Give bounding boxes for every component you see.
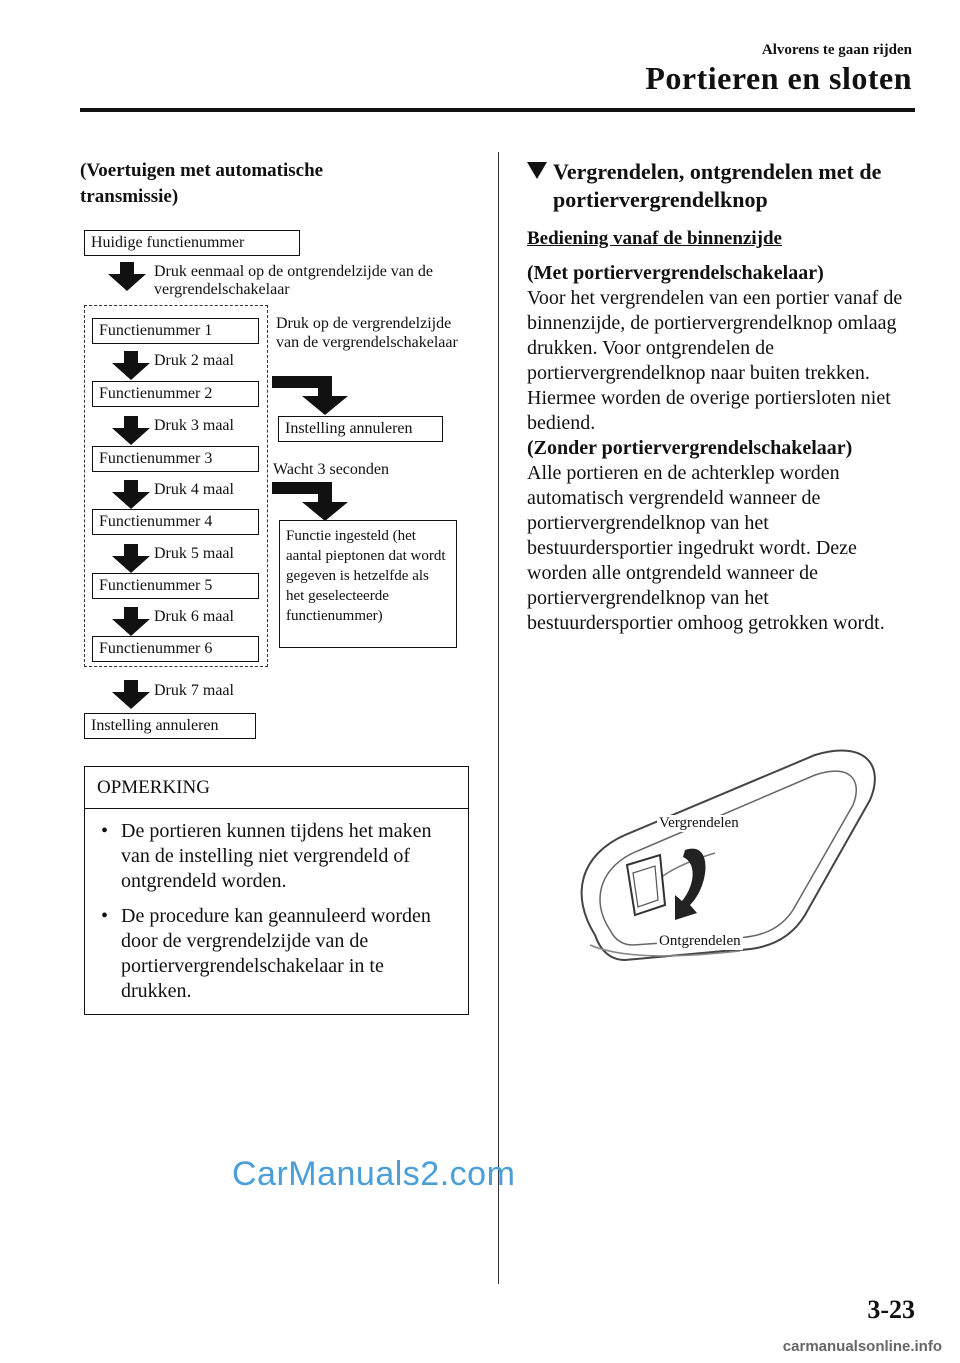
cancel-box-right: Instelling annuleren bbox=[278, 416, 443, 442]
step-press-once: Druk eenmaal op de ontgrendelzijde van de vergrendelschakelaar bbox=[154, 263, 433, 298]
footer-watermark: carmanualsonline.info bbox=[782, 1338, 942, 1355]
page-number: 3-23 bbox=[867, 1295, 915, 1324]
function-box-3: Functienummer 3 bbox=[92, 446, 259, 472]
triangle-down-icon bbox=[527, 160, 547, 180]
note-list bbox=[99, 819, 454, 1014]
subheading: Bediening vanaf de binnenzijde bbox=[527, 228, 782, 249]
header-subtitle: Alvorens te gaan rijden bbox=[761, 42, 912, 58]
section-heading-text: Vergrendelen, ontgrendelen met de portiervergrendelknop bbox=[553, 159, 882, 212]
function-box-4: Functienummer 4 bbox=[92, 509, 259, 535]
lock-label: Vergrendelen bbox=[659, 815, 739, 831]
down-arrow-icon bbox=[112, 680, 152, 710]
page-title: Portieren en sloten bbox=[645, 60, 912, 96]
watermark: CarManuals2.com bbox=[232, 1155, 516, 1193]
current-function-box: Huidige functienummer bbox=[84, 230, 300, 256]
body-text bbox=[527, 261, 912, 636]
function-box-6: Functienummer 6 bbox=[92, 636, 259, 662]
note-box bbox=[84, 766, 469, 1015]
function-box-1: Functienummer 1 bbox=[92, 318, 259, 344]
paragraph: Hiermee worden de overige portiersloten niet bediend. bbox=[527, 387, 891, 434]
door-handle-icon bbox=[565, 745, 885, 995]
header-rule bbox=[80, 108, 915, 112]
press-label: Druk 4 maal bbox=[154, 481, 234, 498]
paragraph: Voor het vergrendelen van een portier vanaf de binnenzijde, de portiervergrendelknop omlaag drukken. Voor ontgrendelen de portiervergrendelknop naar buiten trekken. bbox=[527, 287, 903, 384]
down-arrow-icon bbox=[108, 262, 148, 292]
down-arrow-icon bbox=[112, 544, 152, 574]
section-title: (Voertuigen met automatische transmissie) bbox=[80, 160, 324, 207]
press-label: Druk 6 maal bbox=[154, 608, 234, 625]
wait-label: Wacht 3 seconden bbox=[273, 461, 389, 478]
bent-arrow-icon bbox=[272, 482, 354, 522]
list-item: • De portieren kunnen tijdens het maken van de instelling niet vergrendeld of ontgrendeld worden. bbox=[101, 820, 432, 892]
function-box-2: Functienummer 2 bbox=[92, 381, 259, 407]
note-text: De procedure kan geannuleerd worden door de vergrendelzijde van de portiervergrendelschakelaar in te drukken. bbox=[121, 905, 431, 1002]
column-divider bbox=[498, 152, 499, 1284]
note-text: De portieren kunnen tijdens het maken van de instelling niet vergrendeld of ontgrendeld worden. bbox=[121, 820, 432, 892]
note-heading: OPMERKING bbox=[85, 767, 468, 809]
bent-arrow-icon bbox=[272, 376, 354, 416]
step-lock-side: Druk op de vergrendelzijde van de vergrendelschakelaar bbox=[276, 315, 458, 351]
press-label: Druk 2 maal bbox=[154, 352, 234, 369]
paragraph: Alle portieren en de achterklep worden automatisch vergrendeld wanneer de portiervergrendelknop van het bestuurdersportier ingedrukt wordt. Deze worden alle ontgrendeld wanneer de portiervergrendelknop van het bestuurdersportier omhoog getrokken wordt. bbox=[527, 462, 885, 634]
door-handle-illustration bbox=[565, 745, 885, 995]
press-label: Druk 5 maal bbox=[154, 545, 234, 562]
down-arrow-icon bbox=[112, 480, 152, 510]
unlock-label: Ontgrendelen bbox=[659, 933, 741, 949]
section-heading bbox=[527, 158, 917, 214]
paragraph-heading: (Zonder portiervergrendelschakelaar) bbox=[527, 437, 853, 459]
function-box-5: Functienummer 5 bbox=[92, 573, 259, 599]
cancel-box: Instelling annuleren bbox=[84, 713, 256, 739]
result-box: Functie ingesteld (het aantal pieptonen dat wordt gegeven is hetzelfde als het geselecteerde functienummer) bbox=[279, 520, 457, 648]
press-label: Druk 3 maal bbox=[154, 417, 234, 434]
paragraph-heading: (Met portiervergrendelschakelaar) bbox=[527, 262, 824, 284]
down-arrow-icon bbox=[112, 351, 152, 381]
down-arrow-icon bbox=[112, 416, 152, 446]
down-arrow-icon bbox=[112, 607, 152, 637]
press-label: Druk 7 maal bbox=[154, 682, 234, 699]
list-item: • De procedure kan geannuleerd worden door de vergrendelzijde van de portiervergrendelschakelaar in te drukken. bbox=[101, 905, 431, 1002]
